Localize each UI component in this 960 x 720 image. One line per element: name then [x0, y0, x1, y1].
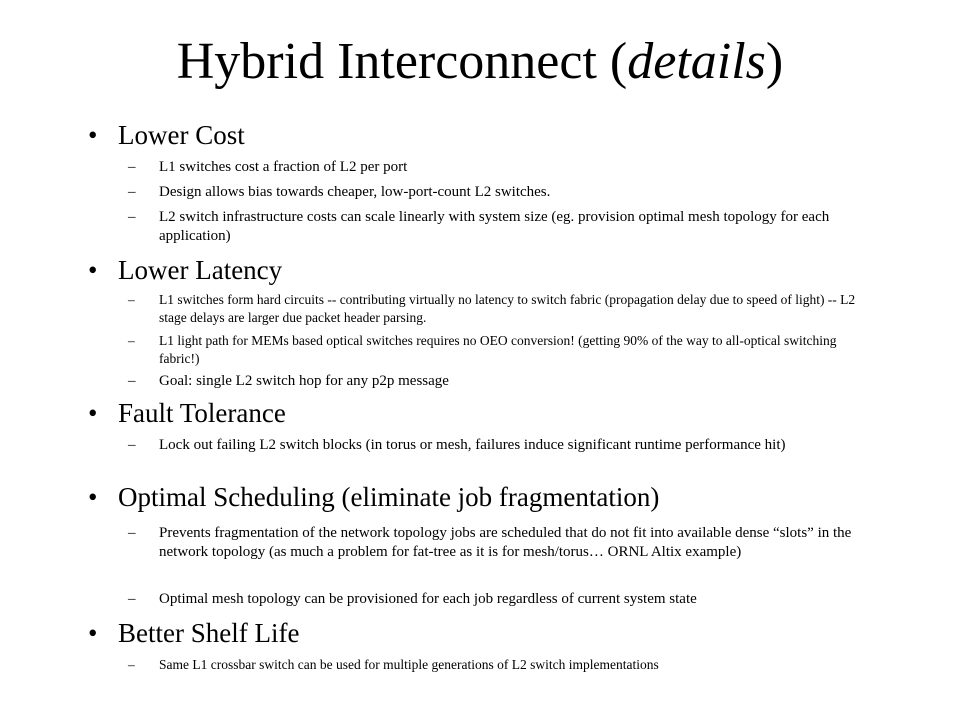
- sub-item: [128, 656, 878, 674]
- bullet-heading: Optimal Scheduling (eliminate job fragmentation): [118, 482, 660, 512]
- sub-item: [128, 208, 878, 246]
- sub-item: [128, 372, 878, 391]
- dash-marker: –: [128, 437, 136, 453]
- bullet-fault-tolerance: [88, 397, 286, 429]
- dash-marker: –: [128, 591, 136, 607]
- dash-marker: –: [128, 333, 135, 348]
- dash-marker: –: [128, 373, 136, 389]
- sub-item-text: Lock out failing L2 switch blocks (in torus or mesh, failures induce significant runtime performance hit): [159, 437, 786, 453]
- sub-item-text: Prevents fragmentation of the network topology jobs are scheduled that do not fit into available dense “slots” in the network topology (as much a problem for fat-tree as it is for mesh/torus… ORNL Altix example): [159, 525, 852, 560]
- bullet-dot: •: [88, 120, 98, 150]
- bullet-lower-cost: [88, 119, 245, 151]
- bullet-heading: Better Shelf Life: [118, 618, 300, 648]
- sub-item: [128, 436, 878, 455]
- bullet-dot: •: [88, 618, 98, 648]
- sub-item: [128, 291, 878, 327]
- sub-item-text: Design allows bias towards cheaper, low-port-count L2 switches.: [159, 184, 551, 200]
- bullet-better-shelf-life: [88, 617, 299, 649]
- bullet-dot: •: [88, 482, 98, 512]
- title-main: Hybrid Interconnect (: [176, 33, 628, 90]
- bullet-heading: Fault Tolerance: [118, 398, 286, 428]
- sub-item-text: L2 switch infrastructure costs can scale linearly with system size (eg. provision optimal mesh topology for each application): [159, 209, 830, 244]
- sub-item: [128, 524, 878, 562]
- bullet-dot: •: [88, 398, 98, 428]
- title-close: ): [765, 33, 784, 90]
- sub-item: [128, 332, 878, 368]
- title-emphasis: details: [627, 33, 766, 90]
- sub-item-text: Goal: single L2 switch hop for any p2p message: [159, 373, 449, 389]
- sub-item: [128, 158, 878, 177]
- sub-item: [128, 590, 878, 609]
- sub-item-text: L1 switches form hard circuits -- contributing virtually no latency to switch fabric (propagation delay due to speed of light) -- L2 stage delays are larger due packet header parsing.: [159, 292, 856, 325]
- dash-marker: –: [128, 184, 136, 200]
- dash-marker: –: [128, 525, 136, 541]
- dash-marker: –: [128, 292, 135, 307]
- slide-title: [0, 30, 960, 94]
- bullet-heading: Lower Cost: [118, 120, 245, 150]
- sub-item-text: L1 light path for MEMs based optical switches requires no OEO conversion! (getting 90% of the way to all-optical switching fabric!): [159, 333, 837, 366]
- sub-item-text: Same L1 crossbar switch can be used for multiple generations of L2 switch implementations: [159, 657, 659, 672]
- bullet-heading: Lower Latency: [118, 255, 283, 285]
- sub-item-text: L1 switches cost a fraction of L2 per port: [159, 159, 408, 175]
- bullet-dot: •: [88, 255, 98, 285]
- dash-marker: –: [128, 159, 136, 175]
- bullet-optimal-scheduling: [88, 481, 659, 513]
- sub-item: [128, 183, 878, 202]
- sub-item-text: Optimal mesh topology can be provisioned for each job regardless of current system state: [159, 591, 697, 607]
- dash-marker: –: [128, 209, 136, 225]
- dash-marker: –: [128, 657, 135, 672]
- bullet-lower-latency: [88, 254, 282, 286]
